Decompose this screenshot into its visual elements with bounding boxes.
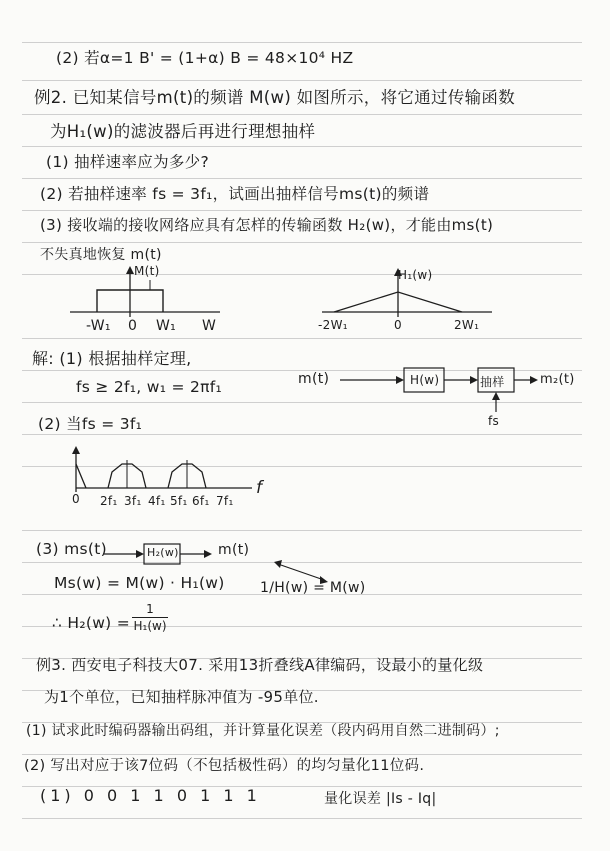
fig2-tick-2w1: 2W₁ (454, 318, 480, 332)
question-3: (3) 接收端的接收网络应具有怎样的传输函数 H₂(w)，才能由ms(t) (40, 216, 494, 234)
block1-sampler-box: 抽样 (480, 375, 505, 389)
fig2-label: H₁(w) (398, 268, 433, 282)
quantization-error: 量化误差 |Is - Iq| (324, 791, 437, 807)
sampled-spectrum-figure (62, 444, 272, 500)
block2-box: H₂(w) (147, 546, 179, 559)
fig1-label: M(t) (134, 264, 160, 278)
fig2-tick-neg-2w1: -2W₁ (318, 318, 348, 332)
example3-cont: 为1个单位，已知抽样脉冲值为 -95单位. (44, 688, 319, 706)
fig1-tick-zero: 0 (128, 318, 138, 334)
question-1: (1) 抽样速率应为多少? (46, 153, 210, 171)
fig1-tick-w1: W₁ (156, 318, 177, 334)
example3-question-2: (2) 写出对应于该7位码（不包括极性码）的均匀量化11位码. (24, 758, 425, 774)
h2-fraction-denominator: H₁(w) (133, 619, 167, 633)
example3-heading: 例3. 西安电子科技大07. 采用13折叠线A律编码，设最小的量化级 (36, 656, 484, 674)
fig1-tick-neg-w1: -W₁ (86, 318, 111, 334)
h2-fraction (132, 602, 168, 633)
solution-3-heading: (3) ms(t) (36, 540, 107, 558)
solution-1-formula: fs ≥ 2f₁, w₁ = 2πf₁ (76, 378, 223, 396)
block2-output: m(t) (218, 542, 250, 558)
example3-question-1: (1) 试求此时编码器输出码组，并计算量化误差（段内码用自然二进制码）; (26, 723, 500, 739)
spectrum-equation: Ms(w) = M(w) · H₁(w) (54, 574, 225, 592)
block1-sampling-rate: fs (488, 414, 500, 428)
fig3-axis-label: f (256, 478, 263, 498)
fig3-tick-0: 0 (72, 492, 80, 506)
fig3-tick-7f1: 7f₁ (216, 494, 234, 508)
code-answer: (1) 0 0 1 1 0 1 1 1 (40, 786, 261, 805)
fig3-tick-5f1: 5f₁ (170, 494, 188, 508)
fig2-tick-zero: 0 (394, 318, 402, 332)
question-2: (2) 若抽样速率 fs = 3f₁，试画出抽样信号ms(t)的频谱 (40, 185, 430, 203)
fig3-tick-4f1: 4f₁ (148, 494, 166, 508)
solution-2-heading: (2) 当fs = 3f₁ (38, 415, 143, 433)
example2-filter-line: 为H₁(w)的滤波器后再进行理想抽样 (50, 122, 316, 141)
block1-input: m(t) (298, 371, 330, 387)
solution-1-heading: 解: (1) 根据抽样定理, (32, 349, 192, 368)
fig3-tick-2f1: 2f₁ (100, 494, 118, 508)
h2-fraction-numerator: 1 (146, 602, 154, 616)
fig3-tick-6f1: 6f₁ (192, 494, 210, 508)
line-alpha-bandwidth: (2) 若α=1 B' = (1+α) B = 48×10⁴ HZ (56, 49, 354, 67)
fig1-tick-w: W (202, 318, 217, 334)
inverse-relation: 1/H(w) = M(w) (260, 580, 366, 596)
block1-output: m₂(t) (540, 372, 575, 387)
fig3-tick-3f1: 3f₁ (124, 494, 142, 508)
block1-filter-box: H(w) (410, 373, 440, 387)
h2-solution: ∴ H₂(w) = (52, 614, 131, 632)
example2-heading: 例2. 已知某信号m(t)的频谱 M(w) 如图所示，将它通过传输函数 (34, 88, 515, 107)
question-3-cont: 不失真地恢复 m(t) (40, 247, 162, 263)
